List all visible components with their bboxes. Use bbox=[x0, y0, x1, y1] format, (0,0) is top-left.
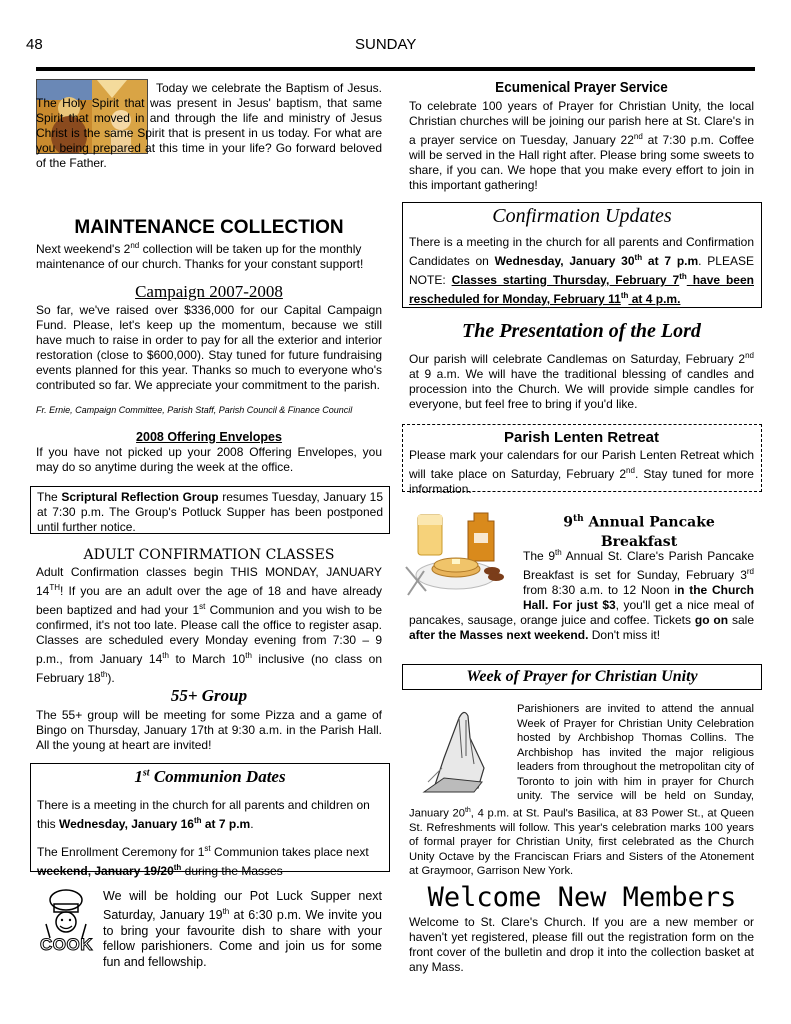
adult-conf-t2: ! If you are an adult over the age of 18 and have already been baptized and had your 1 bbox=[36, 584, 382, 617]
communion-title bbox=[31, 767, 389, 787]
presentation-title: The Presentation of the Lord bbox=[462, 320, 701, 342]
pancake-t5: sale bbox=[728, 613, 754, 627]
ecumenical-t2: at 7:30 p.m. Coffee will be served in the Hall right after. Please bring some sweets to share, if you can. We hope that you make every effort to join in this important gathering! bbox=[409, 133, 754, 192]
pancake-title-sup: th bbox=[572, 514, 584, 524]
reflection-text-1: The bbox=[37, 490, 62, 504]
confirmation-sup1: th bbox=[634, 253, 643, 262]
adult-conf-sup1: TH bbox=[49, 583, 61, 592]
maintenance-text bbox=[36, 238, 382, 272]
confirmation-sup3: th bbox=[620, 291, 629, 300]
pancake-sup1: th bbox=[555, 548, 562, 557]
communion-p1d: . bbox=[250, 817, 254, 831]
confirmation-sup2: th bbox=[679, 272, 687, 281]
confirmation-box bbox=[402, 202, 762, 308]
communion-p2d: during the Masses bbox=[181, 864, 283, 878]
pancake-b2: go on bbox=[694, 613, 729, 627]
communion-p2a: The Enrollment Ceremony for 1 bbox=[37, 845, 205, 859]
offering-title: 2008 Offering Envelopes bbox=[136, 430, 282, 444]
pancake-float-spacer bbox=[409, 545, 523, 603]
communion-title-post: Communion Dates bbox=[149, 767, 286, 786]
campaign-signature: Fr. Ernie, Campaign Committee, Parish Staff, Parish Council & Finance Council bbox=[36, 405, 353, 415]
page-number: 48 bbox=[26, 36, 43, 53]
unity-text bbox=[409, 702, 754, 879]
adult-conf-sup2: st bbox=[199, 602, 206, 611]
pancake-t3: from 8:30 a.m. to 12 Noon i bbox=[523, 583, 678, 597]
presentation-t2: at 9 a.m. We will have the traditional blessing of candles and procession into the Church. We will provide simple candles for everyone, but feel free to bring if you'd like. bbox=[409, 367, 754, 411]
adult-conf-t3: Communion and you wish to be confirmed, it's not too late. Please call the office to register asap. Classes are scheduled every Monday evening from 7:30 – 9 p.m., from January 14 bbox=[36, 603, 383, 666]
potluck-t2: at 6:30 p.m. We invite you to bring your favourite dish to share with your fellow parishioners. Come and join us for some fun and fellowship. bbox=[103, 908, 382, 969]
lenten-text bbox=[409, 448, 754, 497]
lenten-box bbox=[402, 424, 762, 496]
pancake-text bbox=[409, 545, 754, 643]
pancake-b3: after the Masses next weekend. bbox=[409, 628, 589, 642]
communion-p2sup2: th bbox=[173, 863, 182, 872]
reflection-text bbox=[37, 490, 383, 535]
presentation-sup: nd bbox=[745, 351, 754, 360]
adult-conf-title: ADULT CONFIRMATION CLASSES bbox=[83, 547, 335, 563]
adult-conf-t4: to March 10 bbox=[168, 652, 246, 666]
lenten-title: Parish Lenten Retreat bbox=[503, 429, 660, 446]
ecumenical-t1: To celebrate 100 years of Prayer for Christian Unity, the local Christian churches will be joining our parish here at St. Clare's in a prayer service on Tuesday, January 22 bbox=[409, 99, 754, 147]
communion-p2c: weekend, January 19/20 bbox=[37, 864, 174, 878]
communion-p2sup: st bbox=[204, 844, 211, 853]
communion-title-pre: 1 bbox=[134, 767, 143, 786]
adult-conf-t6: ). bbox=[107, 671, 115, 685]
pancake-t1: The 9 bbox=[523, 549, 556, 563]
unity-float-spacer bbox=[409, 702, 517, 802]
potluck-text bbox=[103, 889, 382, 970]
pancake-title-num: 9 bbox=[563, 514, 573, 531]
cook-label: COOK bbox=[40, 935, 93, 954]
reflection-text-2: resumes Tuesday, January 15 at 7:30 p.m. The Group's Potluck Supper has been postponed until further notice. bbox=[37, 490, 384, 534]
unity-t2: , 4 p.m. at St. Paul's Basilica, at 83 Power St., at Queen St. Refreshments will follow. This year's celebration marks 100 years of formal prayer for Christian Unity, first celebrated as the Church Unity Octave by the Franciscan Friars and Sisters of the Atonement at Graymoor, Garrison New York. bbox=[409, 807, 754, 878]
pancake-t2: Annual St. Clare's Parish Pancake Breakfast is set for Sunday, February 3 bbox=[523, 549, 755, 582]
communion-p2b: Communion takes place next bbox=[210, 845, 369, 859]
confirmation-u1: Classes starting Thursday, February 7 bbox=[451, 273, 680, 287]
unity-title: Week of Prayer for Christian Unity bbox=[466, 668, 698, 685]
adult-conf-sup3: th bbox=[162, 651, 169, 660]
confirmation-u2: have been rescheduled for Monday, February 11 bbox=[409, 273, 754, 306]
adult-conf-sup4: th bbox=[245, 651, 252, 660]
confirmation-title: Confirmation Updates bbox=[492, 205, 672, 227]
adult-conf-sup5: th bbox=[100, 670, 108, 679]
unity-sup: th bbox=[464, 806, 471, 814]
pancake-b1: n the Church Hall. For just $3 bbox=[523, 583, 755, 612]
confirmation-b2: at 7 p.m bbox=[642, 254, 699, 268]
reflection-box bbox=[30, 486, 390, 534]
baptism-text: Today we celebrate the Baptism of Jesus. The Holy Spirit that was present in Jesus' baptism, that same Spirit that moved in and through the life and ministry of Jesus Christ is the same Spirit that is present in us today. For what are you being prepared at this time in your life? Go forward beloved of the Father. bbox=[36, 81, 382, 170]
pancake-t6: Don't miss it! bbox=[588, 628, 661, 642]
pancake-title-rest: Annual Pancake Breakfast bbox=[583, 514, 715, 550]
presentation-t1: Our parish will celebrate Candlemas on Saturday, February 2 bbox=[409, 352, 746, 366]
maintenance-title: MAINTENANCE COLLECTION bbox=[74, 217, 344, 238]
group55-title: 55+ Group bbox=[170, 686, 248, 705]
pancake-t4: , you'll get a nice meal of pancakes, sausage, orange juice and coffee. Tickets bbox=[409, 598, 754, 627]
lenten-t2: . Stay tuned for more information. bbox=[409, 467, 754, 496]
unity-t1: Parishioners are invited to attend the annual Week of Prayer for Christian Unity Celebration hosted by Archbishop Thomas Collins. The Archbishop has invited the major religious leaders from throughout the metropolitan city of Toronto to join with him in prayer for Church unity. The service will be held on Sunday, January 20 bbox=[409, 703, 754, 820]
communion-p1sup: th bbox=[193, 816, 202, 825]
welcome-title: Welcome New Members bbox=[427, 882, 737, 913]
communion-title-sup: st bbox=[142, 767, 150, 779]
unity-title-box bbox=[402, 664, 762, 690]
confirmation-t2: . PLEASE NOTE: bbox=[409, 254, 754, 287]
communion-p1 bbox=[37, 798, 385, 832]
confirmation-b1: Wednesday, January 30 bbox=[494, 254, 635, 268]
maintenance-text-1: Next weekend's 2 bbox=[36, 242, 131, 256]
group55-text: The 55+ group will be meeting for some Pizza and a game of Bingo on Thursday, January 17th at 9:30 a.m. in the Parish Hall. All the young at heart are invited! bbox=[36, 708, 382, 752]
potluck-sup: th bbox=[222, 907, 230, 917]
potluck-t1: We will be holding our Pot Luck Supper next Saturday, January 19 bbox=[103, 889, 382, 923]
campaign-title: Campaign 2007-2008 bbox=[135, 282, 283, 301]
maintenance-text-2: collection will be taken up for the monthly maintenance of our church. Thanks for your constant support! bbox=[36, 242, 364, 271]
header-rule bbox=[36, 67, 755, 71]
page-day: SUNDAY bbox=[355, 36, 417, 53]
ecumenical-title: Ecumenical Prayer Service bbox=[495, 79, 668, 96]
presentation-text bbox=[409, 348, 754, 412]
campaign-text: So far, we've raised over $336,000 for our Capital Campaign Fund. Please, let's keep up the momentum, because we still have much to raise in order to pay for all the exterior and interior restoration (close to $600,000). Stay tuned for future fundraising events planned for this year. Thanks so much to everyone who's contributed so far. We appreciate your commitment to the parish. bbox=[36, 303, 382, 392]
confirmation-text bbox=[409, 235, 754, 307]
communion-p1c: at 7 p.m bbox=[201, 817, 251, 831]
adult-conf-text bbox=[36, 565, 382, 686]
communion-p1b: Wednesday, January 16 bbox=[59, 817, 194, 831]
confirmation-t1: There is a meeting in the church for all parents and Confirmation Candidates on bbox=[409, 235, 754, 268]
offering-text: If you have not picked up your 2008 Offering Envelopes, you may do so anytime during the week at the office. bbox=[36, 445, 382, 474]
welcome-text: Welcome to St. Clare's Church. If you are a new member or haven't yet registered, please fill out the registration form on the front cover of the bulletin and drop it into the collection basket at any Mass. bbox=[409, 915, 754, 974]
communion-box bbox=[30, 763, 390, 878]
confirmation-u3: at 4 p.m. bbox=[628, 292, 681, 306]
ecumenical-sup: nd bbox=[633, 132, 643, 141]
lenten-t1: Please mark your calendars for our Parish Lenten Retreat which will take place on Saturday, February 2 bbox=[409, 448, 754, 481]
reflection-group-name: Scriptural Reflection Group bbox=[61, 490, 219, 504]
adult-conf-t5: inclusive (no class on February 18 bbox=[36, 652, 383, 685]
maintenance-sup: nd bbox=[130, 241, 140, 250]
communion-p1a: There is a meeting in the church for all parents and children on this bbox=[37, 798, 370, 831]
pancake-sup2: rd bbox=[746, 567, 754, 576]
ecumenical-text bbox=[409, 99, 754, 193]
adult-conf-t1: Adult Confirmation classes begin THIS MONDAY, JANUARY 14 bbox=[36, 565, 382, 598]
lenten-sup: nd bbox=[626, 466, 635, 475]
communion-p2 bbox=[37, 841, 385, 879]
